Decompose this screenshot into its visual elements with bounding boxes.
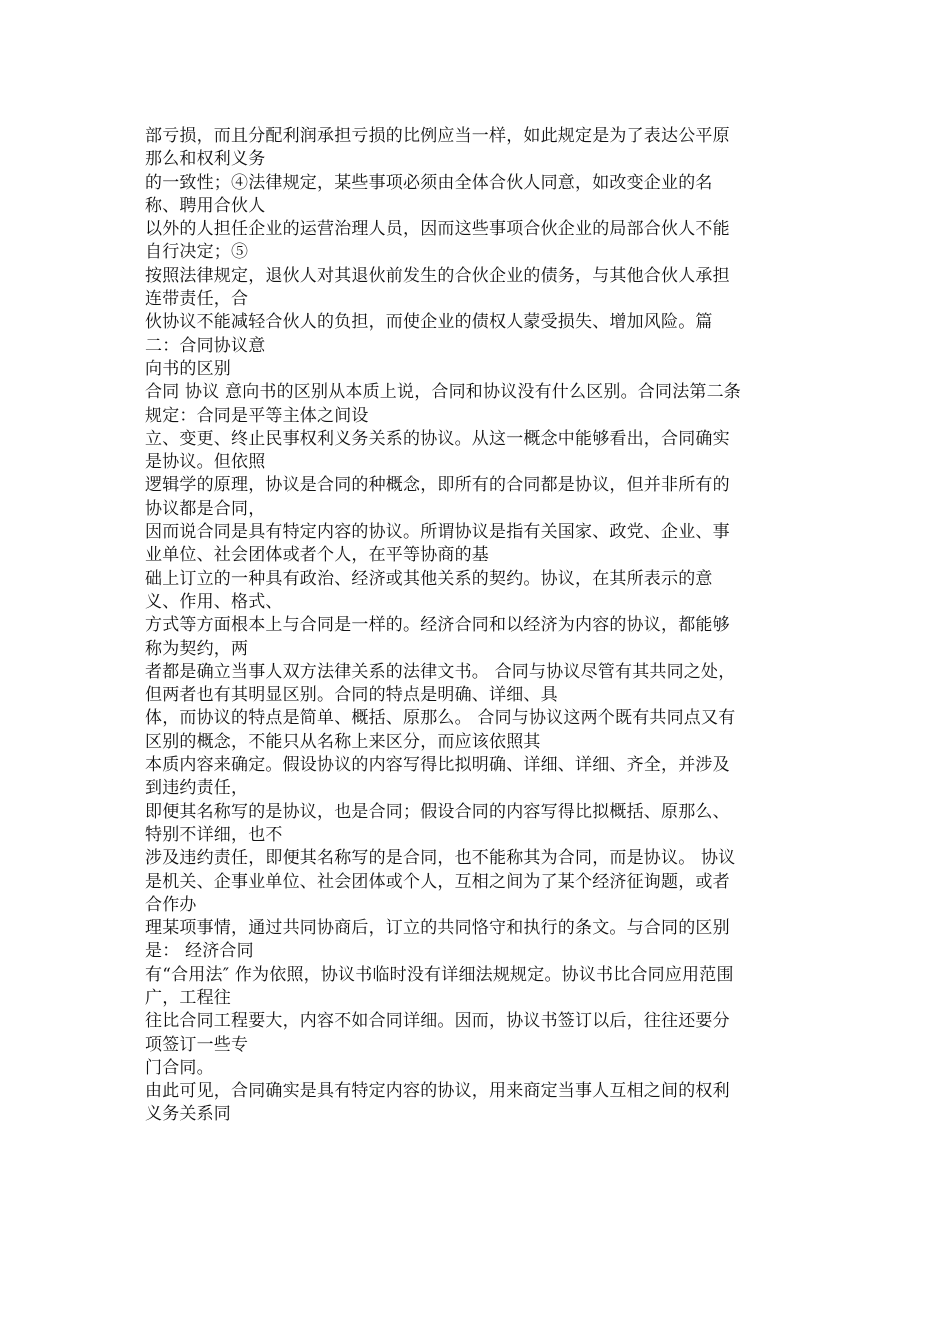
text-line: 义务关系同 bbox=[145, 1104, 231, 1125]
text-line: 者都是确立当事人双方法律关系的法律文书。 合同与协议尽管有其共同之处， bbox=[145, 661, 736, 682]
text-line: 立、变更、终止民事权利义务关系的协议。从这一概念中能够看出，合同确实 bbox=[145, 428, 730, 449]
text-line: 按照法律规定，退伙人对其退伙前发生的合伙企业的债务，与其他合伙人承担 bbox=[145, 265, 730, 286]
text-line: 伙协议不能减轻合伙人的负担，而使企业的债权人蒙受损失、增加风险。篇 bbox=[145, 312, 713, 333]
text-line: 自行决定；⑤ bbox=[145, 242, 249, 263]
text-line: 合作办 bbox=[145, 894, 197, 915]
text-line: 项签订一些专 bbox=[145, 1034, 249, 1055]
text-line: 有“合用法″ 作为依照，协议书临时没有详细法规规定。协议书比合同应用范围 bbox=[145, 964, 734, 985]
text-line: 体，而协议的特点是简单、概括、原那么。 合同与协议这两个既有共同点又有 bbox=[145, 708, 736, 729]
text-line: 由此可见，合同确实是具有特定内容的协议，用来商定当事人互相之间的权利 bbox=[145, 1081, 730, 1102]
text-line: 门合同。 bbox=[145, 1057, 214, 1078]
text-line: 但两者也有其明显区别。合同的特点是明确、详细、具 bbox=[145, 685, 558, 706]
text-line: 的一致性；④法律规定，某些事项必须由全体合伙人同意，如改变企业的名 bbox=[145, 172, 713, 193]
text-line: 二：合同协议意 bbox=[145, 335, 266, 356]
text-line: 广，工程往 bbox=[145, 987, 231, 1008]
text-line: 到违约责任， bbox=[145, 778, 249, 799]
text-line: 因而说合同是具有特定内容的协议。所谓协议是指有关国家、政党、企业、事 bbox=[145, 522, 730, 543]
text-line: 是： 经济合同 bbox=[145, 941, 254, 962]
text-line: 以外的人担任企业的运营治理人员，因而这些事项合伙企业的局部合伙人不能 bbox=[145, 219, 730, 240]
text-line: 理某项事情，通过共同协商后，订立的共同恪守和执行的条文。与合同的区别 bbox=[145, 918, 730, 939]
text-line: 础上订立的一种具有政治、经济或其他关系的契约。协议，在其所表示的意 bbox=[145, 568, 713, 589]
text-line: 合同 协议 意向书的区别从本质上说，合同和协议没有什么区别。合同法第二条 bbox=[145, 382, 742, 403]
text-line: 义、作用、格式、 bbox=[145, 591, 283, 612]
text-line: 协议都是合同， bbox=[145, 498, 266, 519]
text-line: 规定：合同是平等主体之间设 bbox=[145, 405, 369, 426]
text-line: 往比合同工程要大，内容不如合同详细。因而，协议书签订以后，往往还要分 bbox=[145, 1011, 730, 1032]
text-line: 本质内容来确定。假设协议的内容写得比拟明确、详细、详细、齐全，并涉及 bbox=[145, 755, 730, 776]
text-line: 即便其名称写的是协议，也是合同；假设合同的内容写得比拟概括、原那么、 bbox=[145, 801, 730, 822]
text-line: 逻辑学的原理，协议是合同的种概念，即所有的合同都是协议，但并非所有的 bbox=[145, 475, 730, 496]
text-line: 称为契约，两 bbox=[145, 638, 249, 659]
text-line: 连带责任，合 bbox=[145, 289, 249, 310]
text-line: 是协议。但依照 bbox=[145, 452, 266, 473]
text-line: 区别的概念，不能只从名称上来区分，而应该依照其 bbox=[145, 731, 541, 752]
text-line: 特别不详细，也不 bbox=[145, 824, 283, 845]
text-line: 业单位、社会团体或者个人，在平等协商的基 bbox=[145, 545, 489, 566]
text-line: 部亏损，而且分配利润承担亏损的比例应当一样，如此规定是为了表达公平原 bbox=[145, 126, 730, 146]
text-line: 向书的区别 bbox=[145, 358, 231, 379]
text-line: 方式等方面根本上与合同是一样的。经济合同和以经济为内容的协议，都能够 bbox=[145, 615, 730, 636]
text-line: 称、聘用合伙人 bbox=[145, 195, 266, 216]
text-line: 那么和权利义务 bbox=[145, 149, 266, 170]
document-body bbox=[145, 125, 805, 1127]
text-line: 涉及违约责任，即便其名称写的是合同，也不能称其为合同，而是协议。 协议 bbox=[145, 848, 736, 869]
text-line: 是机关、企事业单位、社会团体或个人，互相之间为了某个经济征询题，或者 bbox=[145, 871, 730, 892]
